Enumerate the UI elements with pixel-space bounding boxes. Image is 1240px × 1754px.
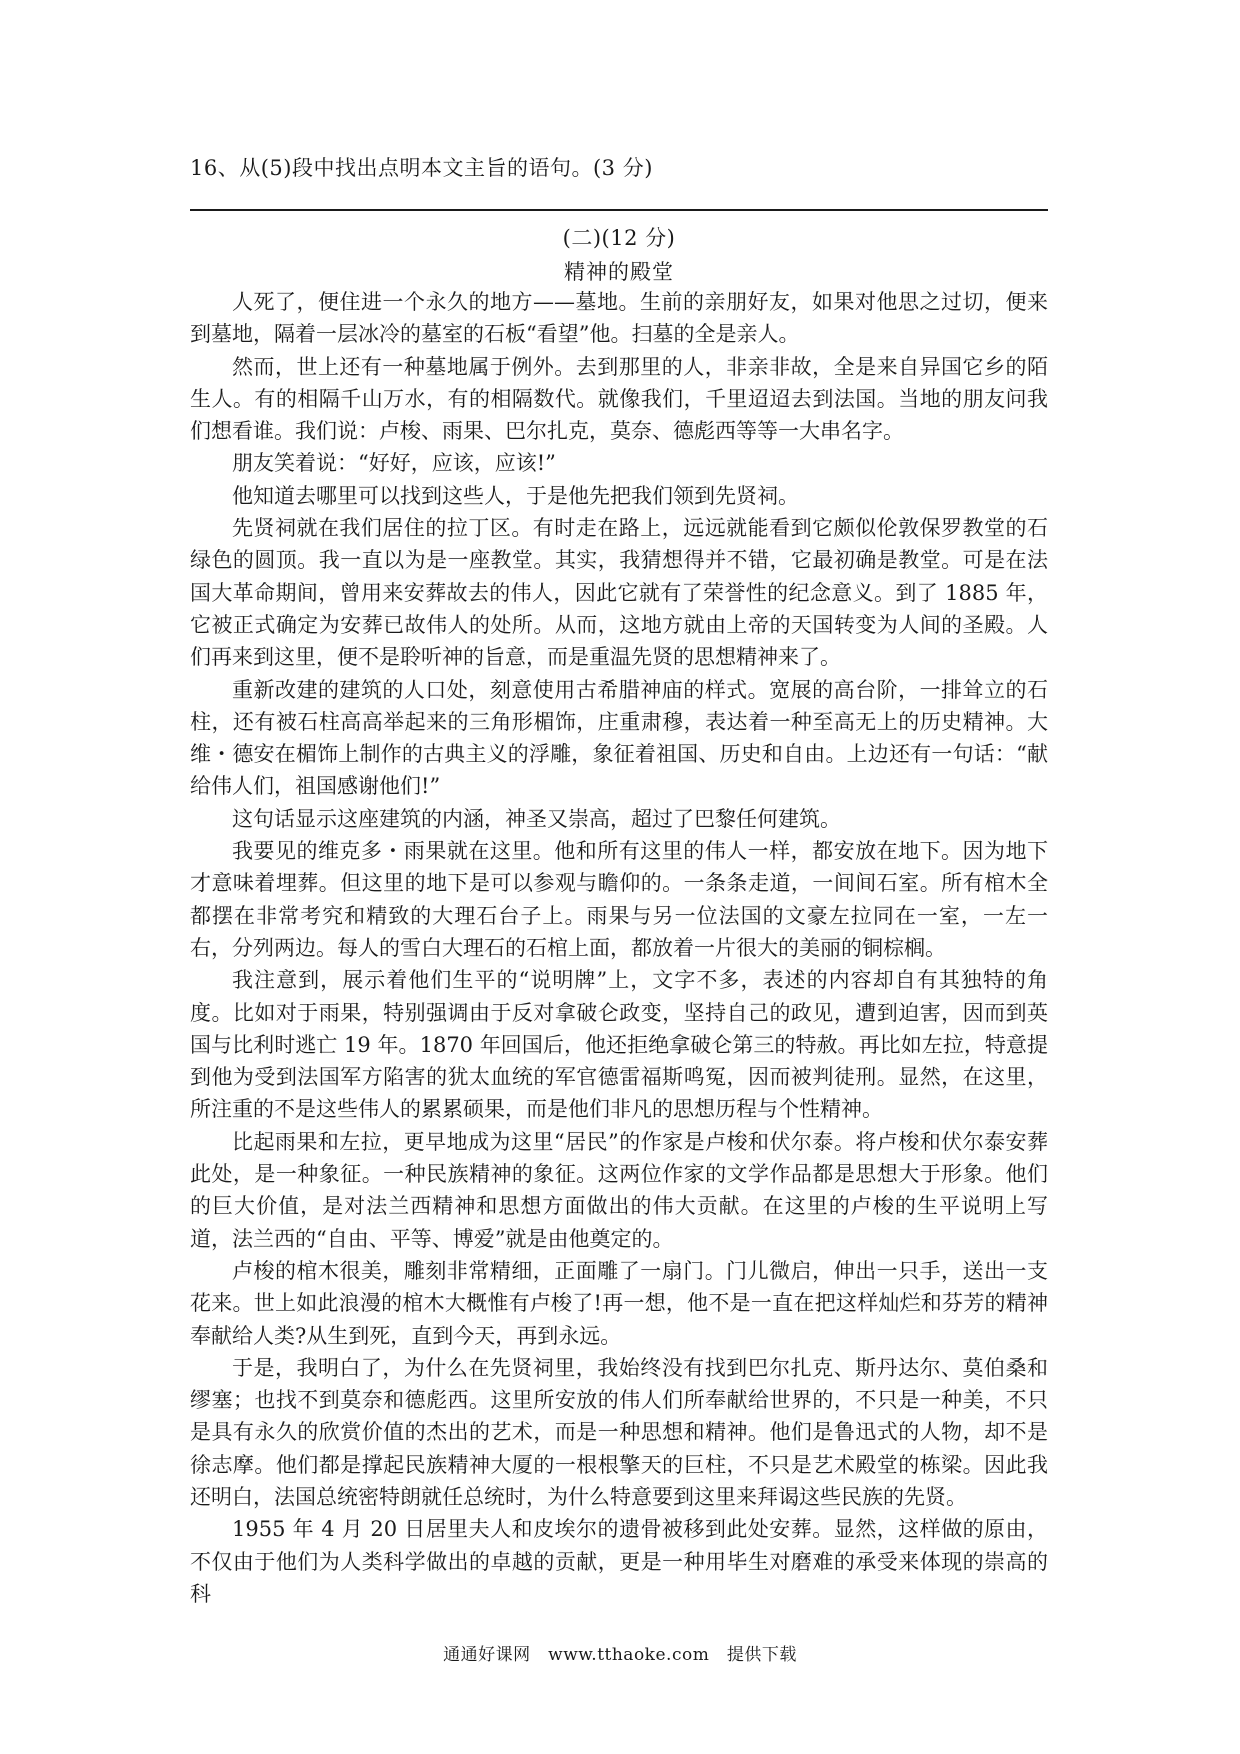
- section-title: (二)(12 分): [562, 226, 676, 250]
- paragraph: 我注意到，展示着他们生平的“说明牌”上，文字不多，表述的内容却自有其独特的角度。比如对于雨果，特别强调由于反对拿破仑政变，坚持自己的政见，遭到迫害，因而到英国与比利时逃亡 19 年。1870 年回国后，他还拒绝拿破仑第三的特赦。再比如左拉，特意提到他为受到法国军方陷害的犹太血统的军官德雷福斯鸣冤，因而被判徒刑。显然，在这里，所注重的不是这些伟人的累累硕果，而是他们非凡的思想历程与个性精神。: [190, 968, 1048, 1122]
- paragraph: 这句话显示这座建筑的内涵，神圣又崇高，超过了巴黎任何建筑。: [232, 806, 841, 831]
- paragraph: 于是，我明白了，为什么在先贤祠里，我始终没有找到巴尔扎克、斯丹达尔、莫伯桑和缪塞；也找不到莫奈和德彪西。这里所安放的伟人们所奉献给世界的，不只是一种美，不只是具有永久的欣赏价值的杰出的艺术，而是一种思想和精神。他们是鲁迅式的人物，却不是徐志摩。他们都是撑起民族精神大厦的一根根擎天的巨柱，不只是艺术殿堂的栋梁。因此我还明白，法国总统密特朗就任总统时，为什么特意要到这里来拜谒这些民族的先贤。: [190, 1355, 1048, 1509]
- paragraph: 卢梭的棺木很美，雕刻非常精细，正面雕了一扇门。门儿微启，伸出一只手，送出一支花来。世上如此浪漫的棺木大概惟有卢梭了!再一想，他不是一直在把这样灿烂和芬芳的精神奉献给人类?从生到死，直到今天，再到永远。: [190, 1258, 1048, 1348]
- paragraph: 1955 年 4 月 20 日居里夫人和皮埃尔的遗骨被移到此处安葬。显然，这样做的原由，不仅由于他们为人类科学做出的卓越的贡献，更是一种用毕生对磨难的承受来体现的崇高的科: [190, 1517, 1048, 1606]
- paragraph: 重新改建的建筑的人口处，刻意使用古希腊神庙的样式。宽展的高台阶，一排耸立的石柱，还有被石柱高高举起来的三角形楣饰，庄重肃穆，表达着一种至高无上的历史精神。大维・德安在楣饰上制作的古典主义的浮雕，象征着祖国、历史和自由。上边还有一句话：“献给伟人们，祖国感谢他们!”: [190, 677, 1048, 799]
- paragraph: 先贤祠就在我们居住的拉丁区。有时走在路上，远远就能看到它颇似伦敦保罗教堂的石绿色的圆顶。我一直以为是一座教堂。其实，我猜想得并不错，它最初确是教堂。可是在法国大革命期间，曾用来安葬故去的伟人，因此它就有了荣誉性的纪念意义。到了 1885 年，它被正式确定为安葬已故伟人的处所。从而，这地方就由上帝的天国转变为人间的圣殿。人们再来到这里，便不是聆听神的旨意，而是重温先贤的思想精神来了。: [190, 516, 1048, 670]
- paragraph: 我要见的维克多・雨果就在这里。他和所有这里的伟人一样，都安放在地下。因为地下才意味着埋葬。但这里的地下是可以参观与瞻仰的。一条条走道，一间间石室。所有棺木全都摆在非常考究和精致的大理石台子上。雨果与另一位法国的文豪左拉同在一室，一左一右，分列两边。每人的雪白大理石的石棺上面，都放着一片很大的美丽的铜棕榈。: [190, 839, 1048, 960]
- paragraph: 比起雨果和左拉，更早地成为这里“居民”的作家是卢梭和伏尔泰。将卢梭和伏尔泰安葬此处，是一种象征。一种民族精神的象征。这两位作家的文学作品都是思想大于形象。他们的巨大价值，是对法兰西精神和思想方面做出的伟大贡献。在这里的卢梭的生平说明上写道，法兰西的“自由、平等、博爱”就是由他奠定的。: [190, 1129, 1048, 1251]
- paragraph: 他知道去哪里可以找到这些人，于是他先把我们领到先贤祠。: [232, 483, 799, 508]
- article-body: [190, 286, 1048, 1610]
- divider-line: [190, 209, 1048, 211]
- paragraph: 然而，世上还有一种墓地属于例外。去到那里的人，非亲非故，全是来自异国它乡的陌生人。有的相隔千山万水，有的相隔数代。就像我们，千里迢迢去到法国。当地的朋友问我们想看谁。我们说：卢梭、雨果、巴尔扎克，莫奈、德彪西等等一大串名字。: [190, 354, 1048, 444]
- page-footer: 通通好课网 www.tthaoke.com 提供下载: [443, 1645, 797, 1665]
- question-16: 16、从(5)段中找出点明本文主旨的语句。(3 分): [190, 156, 653, 180]
- article-title: 精神的殿堂: [564, 260, 674, 284]
- paragraph: 朋友笑着说：“好好，应该，应该!”: [232, 451, 556, 476]
- paragraph: 人死了，便住进一个永久的地方——墓地。生前的亲朋好友，如果对他思之过切，便来到墓地，隔着一层冰冷的墓室的石板“看望”他。扫墓的全是亲人。: [190, 290, 1048, 347]
